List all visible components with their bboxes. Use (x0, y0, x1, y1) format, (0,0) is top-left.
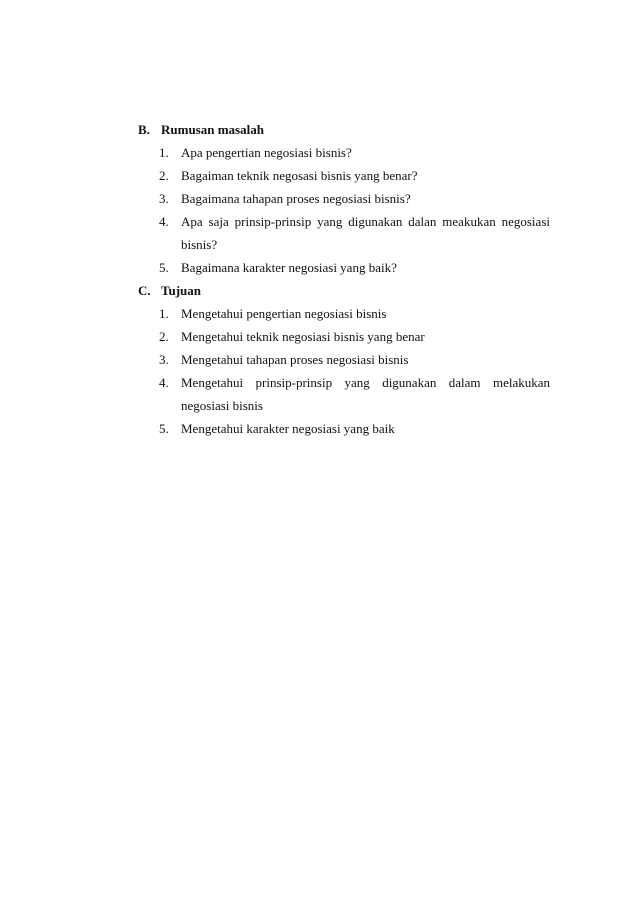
item-text (181, 210, 550, 256)
numbered-list (138, 302, 550, 440)
item-number: 5. (159, 421, 169, 436)
list-item (159, 164, 550, 187)
list-item (159, 417, 550, 440)
item-line: Mengetahui tahapan proses negosiasi bisnis (181, 352, 409, 367)
item-number: 2. (159, 168, 169, 183)
list-item (159, 210, 550, 256)
list-item (159, 348, 550, 371)
list-item (159, 325, 550, 348)
item-text (181, 348, 550, 371)
section-title: Rumusan masalah (161, 122, 264, 137)
item-number: 2. (159, 329, 169, 344)
item-number: 4. (159, 375, 169, 390)
item-text (181, 371, 550, 417)
section-letter: C. (138, 283, 151, 298)
item-text (181, 187, 550, 210)
item-line: Bagaiman teknik negosasi bisnis yang benar? (181, 168, 418, 183)
item-number: 4. (159, 214, 169, 229)
item-line: Apa saja prinsip-prinsip yang digunakan dalan meakukan negosiasi (181, 214, 550, 229)
item-line: Bagaimana tahapan proses negosiasi bisnis? (181, 191, 411, 206)
item-line: Mengetahui karakter negosiasi yang baik (181, 421, 395, 436)
list-item (159, 256, 550, 279)
section-heading (138, 279, 550, 302)
item-number: 3. (159, 191, 169, 206)
item-line: bisnis? (181, 237, 218, 252)
section-letter: B. (138, 122, 150, 137)
item-line: negosiasi bisnis (181, 398, 263, 413)
item-text (181, 417, 550, 440)
item-text (181, 256, 550, 279)
item-line: Apa pengertian negosiasi bisnis? (181, 145, 352, 160)
numbered-list (138, 141, 550, 279)
section-tujuan (138, 279, 550, 440)
list-item (159, 302, 550, 325)
section-title: Tujuan (161, 283, 201, 298)
item-line: Mengetahui pengertian negosiasi bisnis (181, 306, 387, 321)
section-rumusan-masalah (138, 118, 550, 279)
item-text (181, 141, 550, 164)
item-line: Bagaimana karakter negosiasi yang baik? (181, 260, 397, 275)
item-text (181, 164, 550, 187)
item-number: 1. (159, 306, 169, 321)
item-text (181, 325, 550, 348)
section-heading (138, 118, 550, 141)
document-content (138, 118, 550, 440)
item-line: Mengetahui teknik negosiasi bisnis yang benar (181, 329, 425, 344)
item-number: 3. (159, 352, 169, 367)
item-text (181, 302, 550, 325)
item-number: 1. (159, 145, 169, 160)
list-item (159, 371, 550, 417)
list-item (159, 141, 550, 164)
item-line: Mengetahui prinsip-prinsip yang digunakan dalam melakukan (181, 375, 550, 390)
item-number: 5. (159, 260, 169, 275)
list-item (159, 187, 550, 210)
